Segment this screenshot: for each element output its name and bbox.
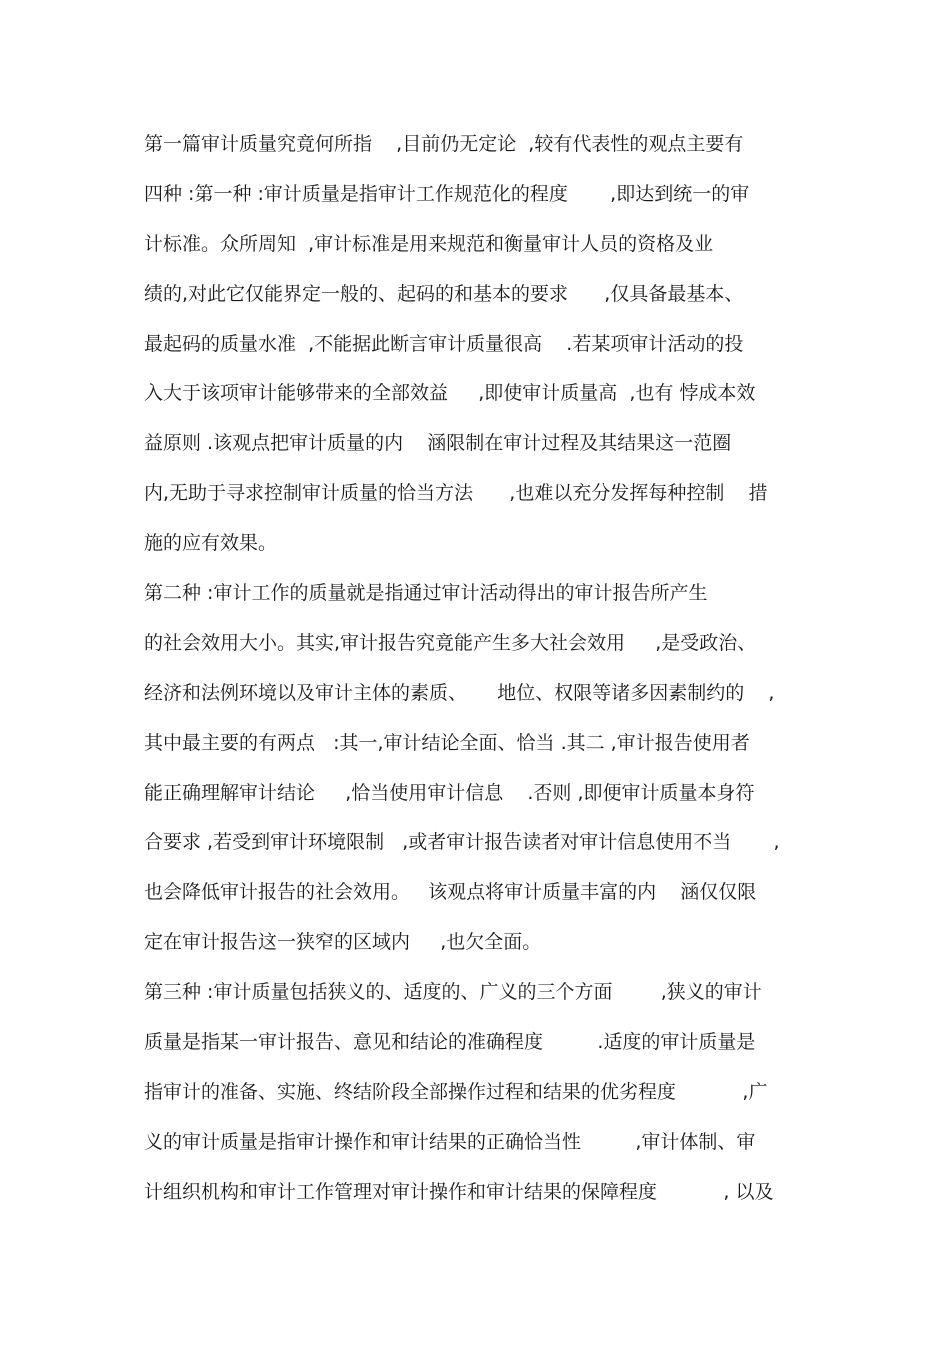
text-line: 质量是指某一审计报告、意见和结论的准确程度 .适度的审计质量是	[144, 1031, 756, 1054]
text-line: 第一篇审计质量究竟何所指 ,目前仍无定论 ,较有代表性的观点主要有	[144, 133, 744, 155]
text-line: 合要求 ,若受到审计环境限制 ,或者审计报告读者对审计信息使用不当 ,	[144, 831, 780, 854]
text-line: 能正确理解审计结论 ,恰当使用审计信息 .否则 ,即便审计质量本身符	[144, 781, 755, 804]
document-body	[144, 126, 824, 1224]
text-line: 计组织机构和审计工作管理对审计操作和审计结果的保障程度 , 以及	[144, 1180, 774, 1203]
text-line: 最起码的质量水准 ,不能据此断言审计质量很高 .若某项审计活动的投	[144, 332, 744, 355]
text-line: 入大于该项审计能够带来的全部效益 ,即使审计质量高 ,也有 悖成本效	[144, 382, 756, 405]
text-line: 施的应有效果。	[144, 532, 278, 555]
text-line: 第二种 :审计工作的质量就是指通过审计活动得出的审计报告所产生	[144, 582, 708, 605]
text-line: 计标准。众所周知 ,审计标准是用来规范和衡量审计人员的资格及业	[144, 232, 714, 255]
text-line: 也会降低审计报告的社会效用。 该观点将审计质量丰富的内 涵仅仅限	[144, 881, 757, 904]
text-line: 其中最主要的有两点 :其一,审计结论全面、恰当 .其二 ,审计报告使用者	[144, 731, 750, 754]
text-line: 内,无助于寻求控制审计质量的恰当方法 ,也难以充分发挥每种控制 措	[144, 482, 768, 505]
text-line: 绩的,对此它仅能界定一般的、起码的和基本的要求 ,仅具备最基本、	[144, 282, 744, 305]
text-line: 义的审计质量是指审计操作和审计结果的正确恰当性 ,审计体制、审	[144, 1130, 756, 1153]
text-line: 的社会效用大小。其实,审计报告究竟能产生多大社会效用 ,是受政治、	[144, 631, 757, 654]
text-line: 经济和法例环境以及审计主体的素质、 地位、权限等诸多因素制约的 ,	[144, 681, 775, 704]
text-line: 定在审计报告这一狭窄的区域内 ,也欠全面。	[144, 931, 542, 954]
text-line: 四种 :第一种 :审计质量是指审计工作规范化的程度 ,即达到统一的审	[144, 182, 750, 205]
text-line: 第三种 :审计质量包括狭义的、适度的、广义的三个方面 ,狭义的审计	[144, 981, 762, 1004]
text-line: 指审计的准备、实施、终结阶段全部操作过程和结果的优劣程度 ,广	[144, 1080, 768, 1103]
text-line: 益原则 .该观点把审计质量的内 涵限制在审计过程及其结果这一范圈	[144, 432, 732, 455]
